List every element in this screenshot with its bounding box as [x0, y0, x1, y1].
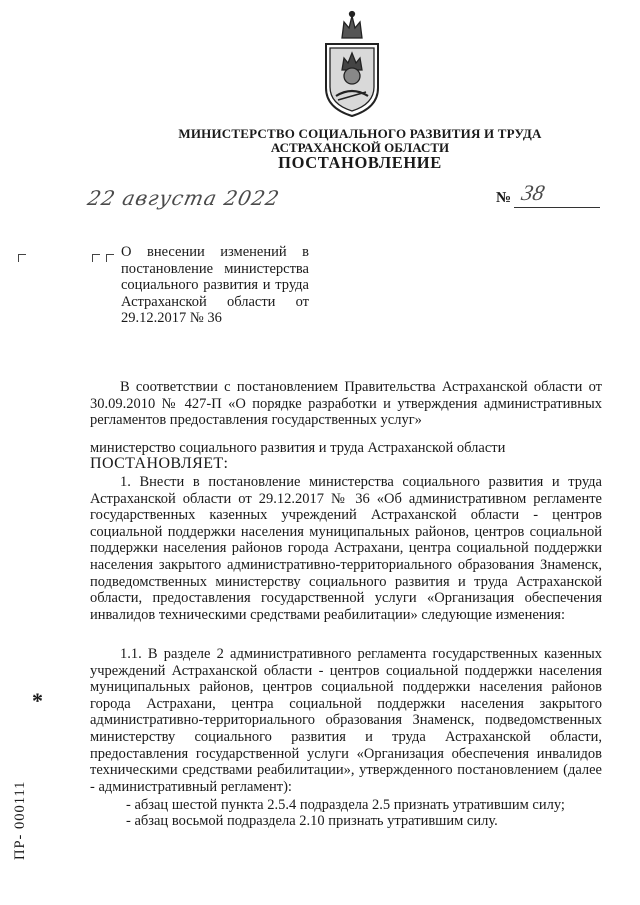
corner-mark-title-2 — [106, 254, 114, 262]
handwritten-date: 22 августа 2022 — [85, 186, 282, 210]
number-sign: № — [496, 190, 512, 206]
coat-of-arms-icon — [318, 8, 386, 120]
margin-registration-code: ПР- 000111 — [12, 780, 28, 860]
corner-mark-left — [18, 254, 26, 262]
issuing-body-paragraph: министерство социального развития и труда Астраханской области — [90, 440, 506, 456]
ministry-name-line1: МИНИСТЕРСТВО СОЦИАЛЬНОГО РАЗВИТИЯ И ТРУДА — [178, 126, 542, 141]
document-type-heading: ПОСТАНОВЛЕНИЕ — [278, 153, 442, 172]
list-item-paragraph-8: - абзац восьмой подраздела 2.10 признать утратившим силу. — [126, 813, 498, 829]
corner-mark-title-1 — [92, 254, 100, 262]
document-title: О внесении изменений в постановление министерства социального развития и труда Астраханской области от 29.12.2017 № 36 — [121, 244, 309, 326]
clause-1-paragraph: 1. Внести в постановление министерства социального развития и труда Астраханской области от 29.12.2017 № 36 «Об административном регламенте государственных казенных учреждений Астраханской области - центров социальной поддержки населения муниципальных районов, центров социальной поддержки населения районов города Астрахани, центра социальной поддержки населения закрытого административно-территориального образования Знаменск, подведомственных министерству социального развития и труда Астраханской области, предоставления государственной услуги «Организация обеспечения инвалидов техническими средствами реабилитации» следующие изменения: — [90, 474, 602, 623]
number-underline — [514, 207, 600, 208]
clause-1-1-paragraph: 1.1. В разделе 2 административного регламента государственных казенных учреждений Астраханской области - центров социальной поддержки населения муниципальных районов, центров социальной поддержки населения районов города Астрахани, центра социальной поддержки населения закрытого административно-территориального образования Знаменск, подведомственных министерству социального развития и труда Астраханской области, предоставления государственной услуги «Организация обеспечения инвалидов техническими средствами реабилитации», утвержденного постановлением (далее - административный регламент): — [90, 646, 602, 795]
preamble-paragraph: В соответствии с постановлением Правительства Астраханской области от 30.09.2010 № 427-П «О порядке разработки и утверждения административных регламентов предоставления государственных услуг» — [90, 379, 602, 429]
list-item-paragraph-6: - абзац шестой пункта 2.5.4 подраздела 2.5 признать утратившим силу; — [126, 797, 565, 813]
ministry-name-line2: АСТРАХАНСКОЙ ОБЛАСТИ — [270, 140, 450, 155]
margin-asterisk: * — [32, 688, 43, 713]
handwritten-number: 38 — [519, 180, 547, 205]
resolves-heading: ПОСТАНОВЛЯЕТ: — [90, 455, 229, 472]
